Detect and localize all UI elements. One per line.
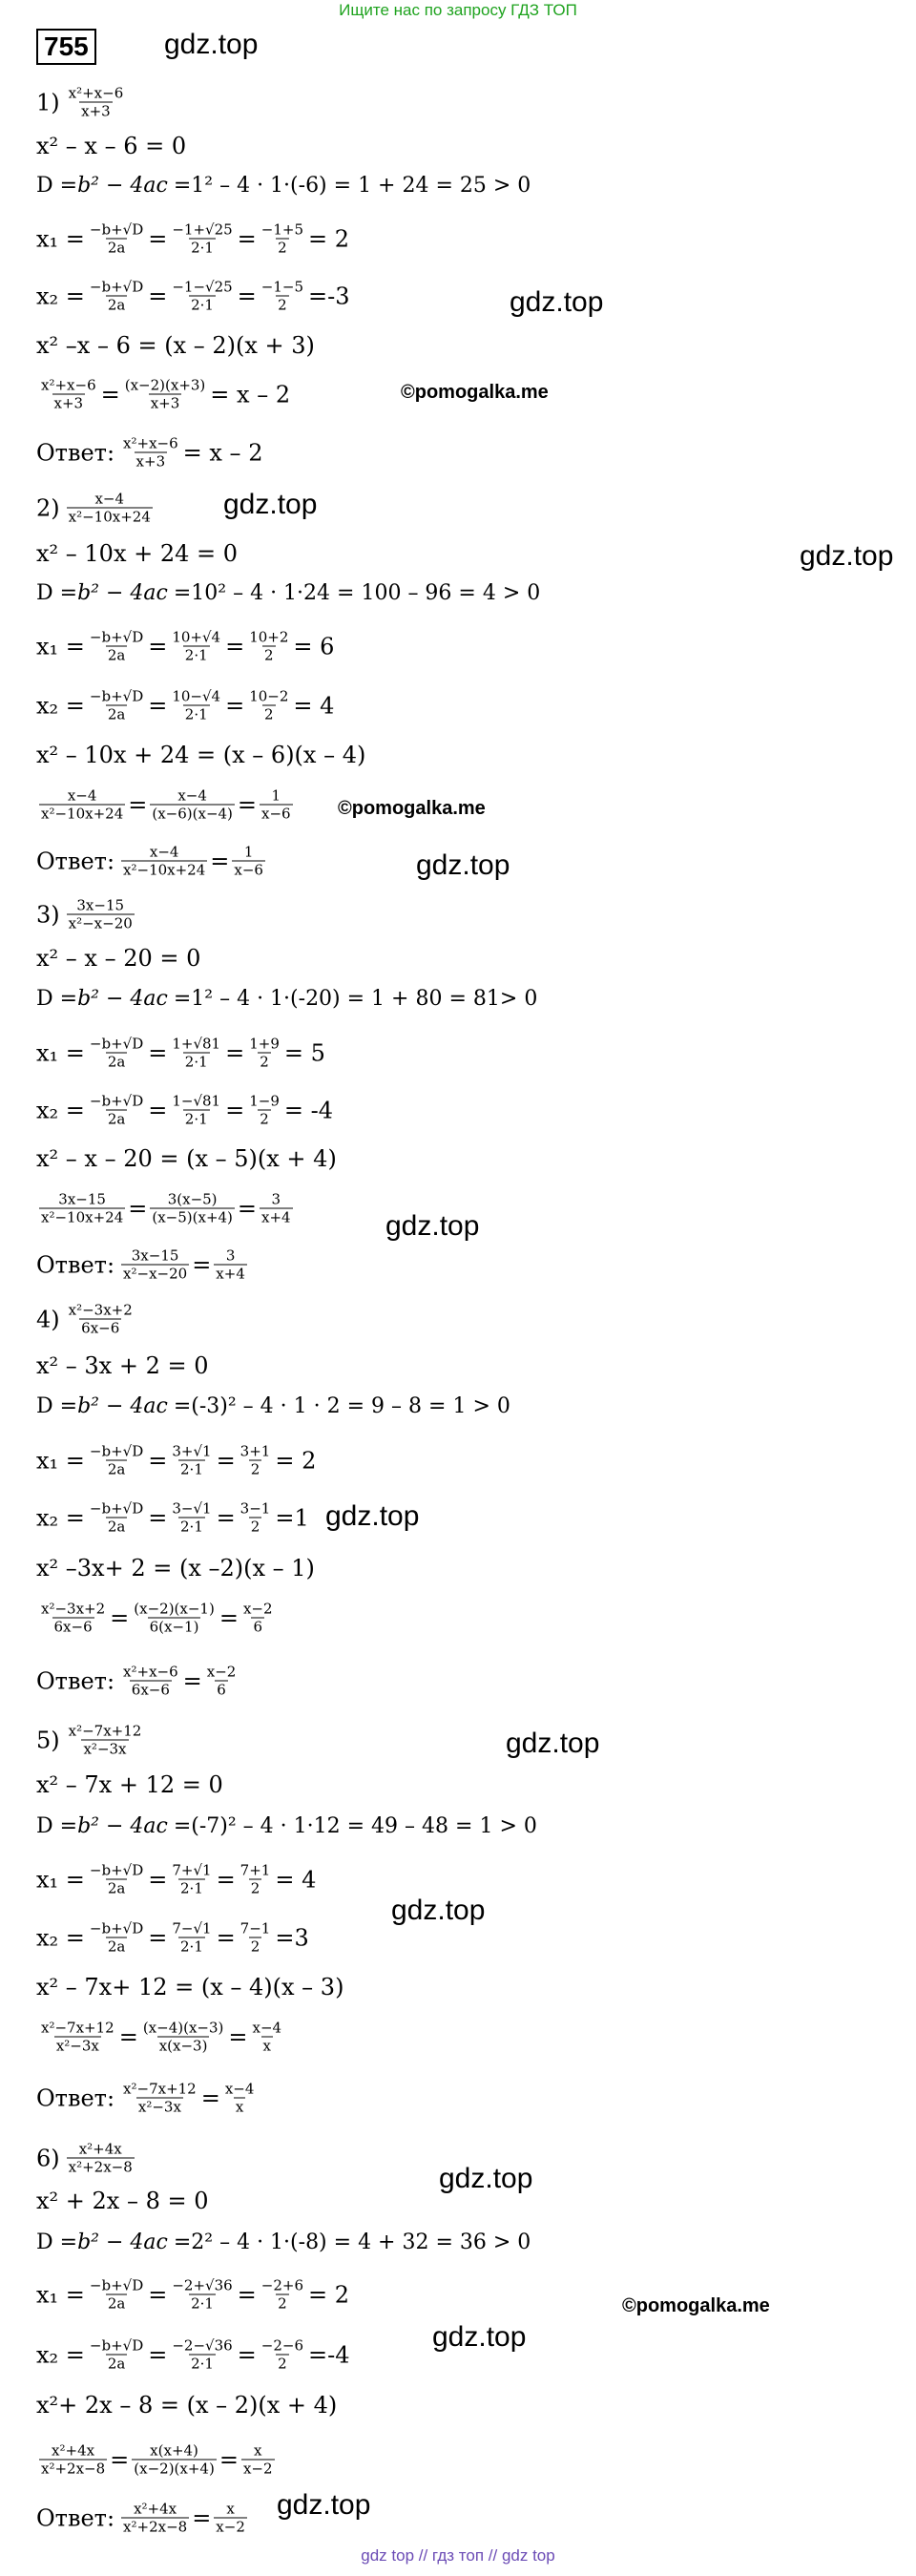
reduction-line: $\frac{\text{x²−3x+2}}{6x-6}$ = $\frac{(x-2)(x-1)}{6(x-1)}$ = $\frac{x-2}{6}$ (41, 1600, 273, 1636)
answer-line: Ответ: $\frac{3x-15}{\text{x²−x−20}}$ = $\frac{3}{x+4}$ (36, 1246, 245, 1283)
discriminant-line: D = b² − 4ac =1² – 4 · 1·(-20) = 1 + 80 = 81> 0 (36, 987, 538, 1011)
root-x1: x₁ = $\frac{-b+√D}{2a}$ = $\frac{7+√1}{2\cdot 1}$ = $\frac{7+1}{2}$ = 4 (36, 1861, 317, 1897)
problem-4-header: 4) x²−3x+2 6x−6 (36, 1301, 133, 1337)
factorization: x² –x – 6 = (x – 2)(x + 3) (36, 332, 315, 359)
root-x2: x₂ = $\frac{-b+√D}{2a}$ = $\frac{1-√81}{2\cdot 1}$ = $\frac{1-9}{2}$ = -4 (36, 1092, 333, 1128)
watermark: gdz.top (164, 29, 259, 60)
root-x2: x₂ = $\frac{-b+√D}{2a}$ = $\frac{3-√1}{2\cdot 1}$ = $\frac{3-1}{2}$ =1 (36, 1499, 309, 1536)
reduction-line: $\frac{x-4}{\text{x²−10x+24}}$ = $\frac{x-4}{(x-6)(x-4)}$ = $\frac{1}{x-6}$ (41, 786, 291, 823)
watermark: gdz.top (223, 489, 318, 520)
watermark: gdz.top (432, 2321, 527, 2353)
factorization: x² – 7x+ 12 = (x – 4)(x – 3) (36, 1974, 344, 2000)
reduction-line: $\frac{\text{x²+x−6}}{x+3}$ = $\frac{(x-2)(x+3)}{x+3}$ = x – 2 (41, 376, 291, 412)
watermark: gdz.top (325, 1500, 420, 1532)
copyright-mark: ©pomogalka.me (401, 382, 549, 403)
reduction-line: $\frac{\text{x²−7x+12}}{\text{x²−3x}}$ = $\frac{(x-4)(x-3)}{x(x-3)}$ = $\frac{x-4}{x}$ (41, 2019, 282, 2055)
watermark: gdz.top (506, 1728, 600, 1759)
problem-6-header: 6) x²+4x x²+2x−8 (36, 2140, 133, 2176)
answer-line: Ответ: $\frac{\text{x²+x−6}}{x+3}$ = x – 2 (36, 434, 263, 471)
reduction-line: $\frac{3x-15}{\text{x²−10x+24}}$ = $\frac{3(x-5)}{(x-5)(x+4)}$ = $\frac{3}{x+4}$ (41, 1190, 291, 1226)
root-x1: x₁ = $\frac{-b+√D}{2a}$ = $\frac{10+√4}{2\cdot 1}$ = $\frac{10+2}{2}$ = 6 (36, 628, 335, 664)
watermark: gdz.top (510, 286, 604, 318)
root-x1: x₁ = $\frac{-b+√D}{2a}$ = $\frac{-2+√36}{2\cdot 1}$ = $\frac{-2+6}{2}$ = 2 (36, 2276, 350, 2313)
root-x2: x₂ = $\frac{-b+√D}{2a}$ = $\frac{10-√4}{2\cdot 1}$ = $\frac{10-2}{2}$ = 4 (36, 687, 335, 723)
root-x1: x₁ = $\frac{-b+√D}{2a}$ = $\frac{-1+√25}{2\cdot 1}$ = $\frac{-1+5}{2}$ = 2 (36, 220, 350, 257)
watermark: gdz.top (439, 2163, 533, 2194)
answer-line: Ответ: $\frac{x-4}{\text{x²−10x+24}}$ = $\frac{1}{x-6}$ (36, 843, 263, 879)
root-x1: x₁ = $\frac{-b+√D}{2a}$ = $\frac{1+√81}{2\cdot 1}$ = $\frac{1+9}{2}$ = 5 (36, 1035, 325, 1071)
copyright-mark: ©pomogalka.me (622, 2295, 770, 2316)
quadratic-equation: x² – 7x + 12 = 0 (36, 1771, 223, 1798)
discriminant-line: D = b² − 4ac =1² – 4 · 1·(-6) = 1 + 24 = 25 > 0 (36, 174, 531, 198)
watermark: gdz.top (391, 1895, 486, 1926)
problem-2-header: 2) x−4 x²−10x+24 (36, 490, 151, 526)
quadratic-equation: x² – 3x + 2 = 0 (36, 1352, 209, 1379)
discriminant-line: D = b² − 4ac =10² – 4 · 1·24 = 100 – 96 = 4 > 0 (36, 581, 541, 605)
answer-line: Ответ: $\frac{\text{x²+4x}}{\text{x²+2x−8}}$ = $\frac{x}{x-2}$ (36, 2500, 245, 2536)
quadratic-equation: x² + 2x – 8 = 0 (36, 2188, 209, 2214)
problem-5-header: 5) x²−7x+12 x²−3x (36, 1722, 142, 1758)
factorization: x² – x – 20 = (x – 5)(x + 4) (36, 1145, 337, 1172)
answer-line: Ответ: $\frac{\text{x²+x−6}}{6x-6}$ = $\frac{x-2}{6}$ (36, 1663, 237, 1699)
copyright-mark: ©pomogalka.me (338, 798, 486, 819)
discriminant-line: D = b² − 4ac =2² – 4 · 1·(-8) = 4 + 32 = 36 > 0 (36, 2230, 531, 2254)
factorization: x²+ 2x – 8 = (x – 2)(x + 4) (36, 2392, 338, 2419)
footer-links[interactable]: gdz top // гдз топ // gdz top (361, 2546, 555, 2565)
factorization: x² – 10x + 24 = (x – 6)(x – 4) (36, 742, 366, 768)
quadratic-equation: x² – x – 20 = 0 (36, 945, 201, 972)
answer-line: Ответ: $\frac{\text{x²−7x+12}}{\text{x²−3x}}$ = $\frac{x-4}{x}$ (36, 2080, 255, 2116)
root-x1: x₁ = $\frac{-b+√D}{2a}$ = $\frac{3+√1}{2\cdot 1}$ = $\frac{3+1}{2}$ = 2 (36, 1442, 317, 1478)
quadratic-equation: x² – x – 6 = 0 (36, 133, 187, 159)
watermark: gdz.top (385, 1210, 480, 1242)
root-x2: x₂ = $\frac{-b+√D}{2a}$ = $\frac{-2-√36}{2\cdot 1}$ = $\frac{-2-6}{2}$ =-4 (36, 2336, 350, 2373)
discriminant-line: D = b² − 4ac =(-7)² – 4 · 1·12 = 49 – 48 = 1 > 0 (36, 1814, 537, 1838)
problem-3-header: 3) 3x−15 x²−x−20 (36, 896, 133, 932)
discriminant-line: D = b² − 4ac =(-3)² – 4 · 1 · 2 = 9 – 8 = 1 > 0 (36, 1394, 510, 1418)
watermark: gdz.top (277, 2489, 371, 2521)
quadratic-equation: x² – 10x + 24 = 0 (36, 540, 239, 567)
factorization: x² –3x+ 2 = (x –2)(x – 1) (36, 1555, 315, 1581)
watermark: gdz.top (416, 849, 510, 881)
root-x2: x₂ = $\frac{-b+√D}{2a}$ = $\frac{7-√1}{2\cdot 1}$ = $\frac{7-1}{2}$ =3 (36, 1919, 309, 1956)
problem-1-header: 1) x²+x−6 x+3 (36, 84, 124, 120)
task-number: 755 (36, 29, 96, 65)
header-banner: Ищите нас по запросу ГДЗ ТОП (339, 1, 577, 19)
reduction-line: $\frac{\text{x²+4x}}{\text{x²+2x−8}}$ = $\frac{x(x+4)}{(x-2)(x+4)}$ = $\frac{x}{x-2}$ (41, 2441, 273, 2478)
watermark: gdz.top (800, 540, 894, 572)
root-x2: x₂ = $\frac{-b+√D}{2a}$ = $\frac{-1-√25}{2\cdot 1}$ = $\frac{-1-5}{2}$ =-3 (36, 278, 350, 314)
